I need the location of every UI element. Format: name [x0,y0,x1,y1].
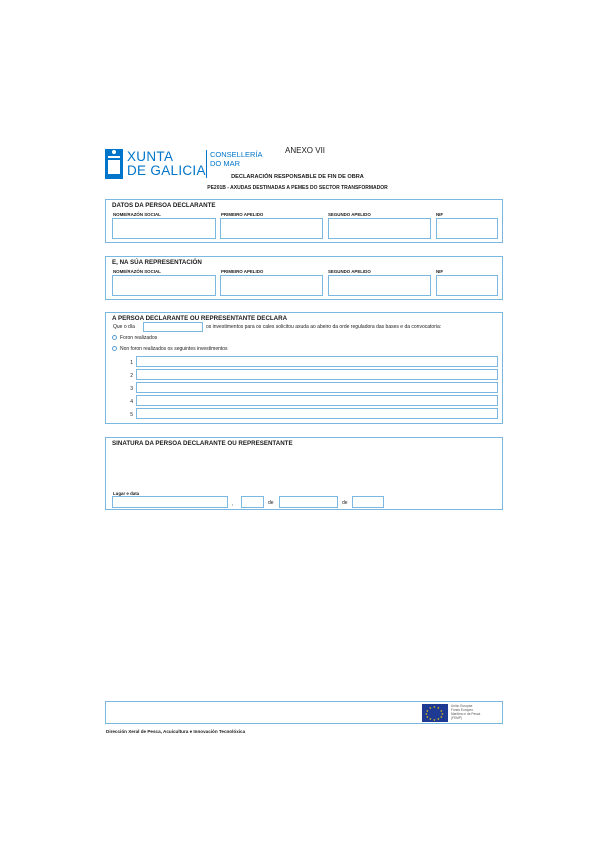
place-date-label: Lugar e data [113,491,140,496]
signature-title: SINATURA DA PERSOA DECLARANTE OU REPRESENTANTE [112,440,293,447]
row-number: 5 [130,412,133,418]
direction-name: Dirección Xeral de Pesca, Acuicultura e Innovación Tecnolóxica [106,729,246,734]
declarant-name-field[interactable] [112,218,216,239]
declares-prefix: Que o día [113,324,135,330]
first-surname-label: PRIMEIRO APELIDO [221,212,264,217]
procedure-subtitle: PE201B - AXUDAS DESTINADAS A PEMES DO SECTOR TRANSFORMADOR [207,185,388,191]
option-done-label: Foron realizados [120,335,158,341]
option-not-done-label: Non foron realizados os seguintes investimentos [120,346,228,352]
rep-second-surname-field[interactable] [328,275,431,296]
eu-flag-icon: ★ ★ ★ ★ ★ ★ ★ ★ ★ ★ ★ ★ [422,704,448,722]
declares-title: A PERSOA DECLARANTE OU REPRESENTANTE DECLARA [112,315,288,322]
de-separator-1: de [268,500,274,506]
place-field[interactable] [112,496,228,508]
declarant-panel [105,199,503,243]
investment-row-field[interactable] [136,395,498,406]
investment-row-field[interactable] [136,356,498,367]
option-done-radio[interactable] [112,335,117,340]
declares-panel [105,312,503,424]
investment-row-field[interactable] [136,382,498,393]
declarant-nif-field[interactable] [436,218,498,239]
representative-panel [105,256,503,300]
consellaria-name: CONSELLERÍA DO MAR [210,150,263,168]
row-number: 2 [130,373,133,379]
declarant-second-surname-field[interactable] [328,218,431,239]
investment-row-field[interactable] [136,408,498,419]
year-field[interactable] [352,496,384,508]
investment-row-field[interactable] [136,369,498,380]
footer-box [105,701,503,724]
rep-name-field[interactable] [112,275,216,296]
rep-first-surname-label: PRIMEIRO APELIDO [221,269,264,274]
de-separator-2: de [342,500,348,506]
declarant-title: DATOS DA PERSOA DECLARANTE [112,202,216,209]
second-surname-label: SEGUNDO APELIDO [328,212,371,217]
rep-second-surname-label: SEGUNDO APELIDO [328,269,371,274]
rep-first-surname-field[interactable] [220,275,323,296]
declares-suffix: os investimentos para os cales solicitou axuda ao abeiro da orde reguladora das bases e da convocatoria: [206,324,442,330]
rep-nif-label: NIF [436,269,444,274]
declares-date-field[interactable] [143,322,203,332]
day-field[interactable] [241,496,264,508]
nif-label: NIF [436,212,444,217]
row-number: 1 [130,360,133,366]
representative-title: E, NA SÚA REPRESENTACIÓN [112,259,202,266]
declaration-title: DECLARACIÓN RESPONSABLE DE FIN DE OBRA [231,174,364,180]
eu-fund-text: Unión Europea Fondo Europeo Marítimo e de Pesca (FEMP) [451,704,481,720]
anexo-label: ANEXO VII [285,146,326,155]
month-field[interactable] [279,496,338,508]
signature-panel [105,437,503,510]
name-label: NOME/RAZÓN SOCIAL [113,212,161,217]
rep-name-label: NOME/RAZÓN SOCIAL [113,269,161,274]
comma-separator: , [232,501,234,507]
rep-nif-field[interactable] [436,275,498,296]
declarant-first-surname-field[interactable] [220,218,323,239]
row-number: 3 [130,386,133,392]
option-not-done-radio[interactable] [112,346,117,351]
logo-wordmark: XUNTA DE GALICIA [127,149,206,178]
row-number: 4 [130,399,133,405]
